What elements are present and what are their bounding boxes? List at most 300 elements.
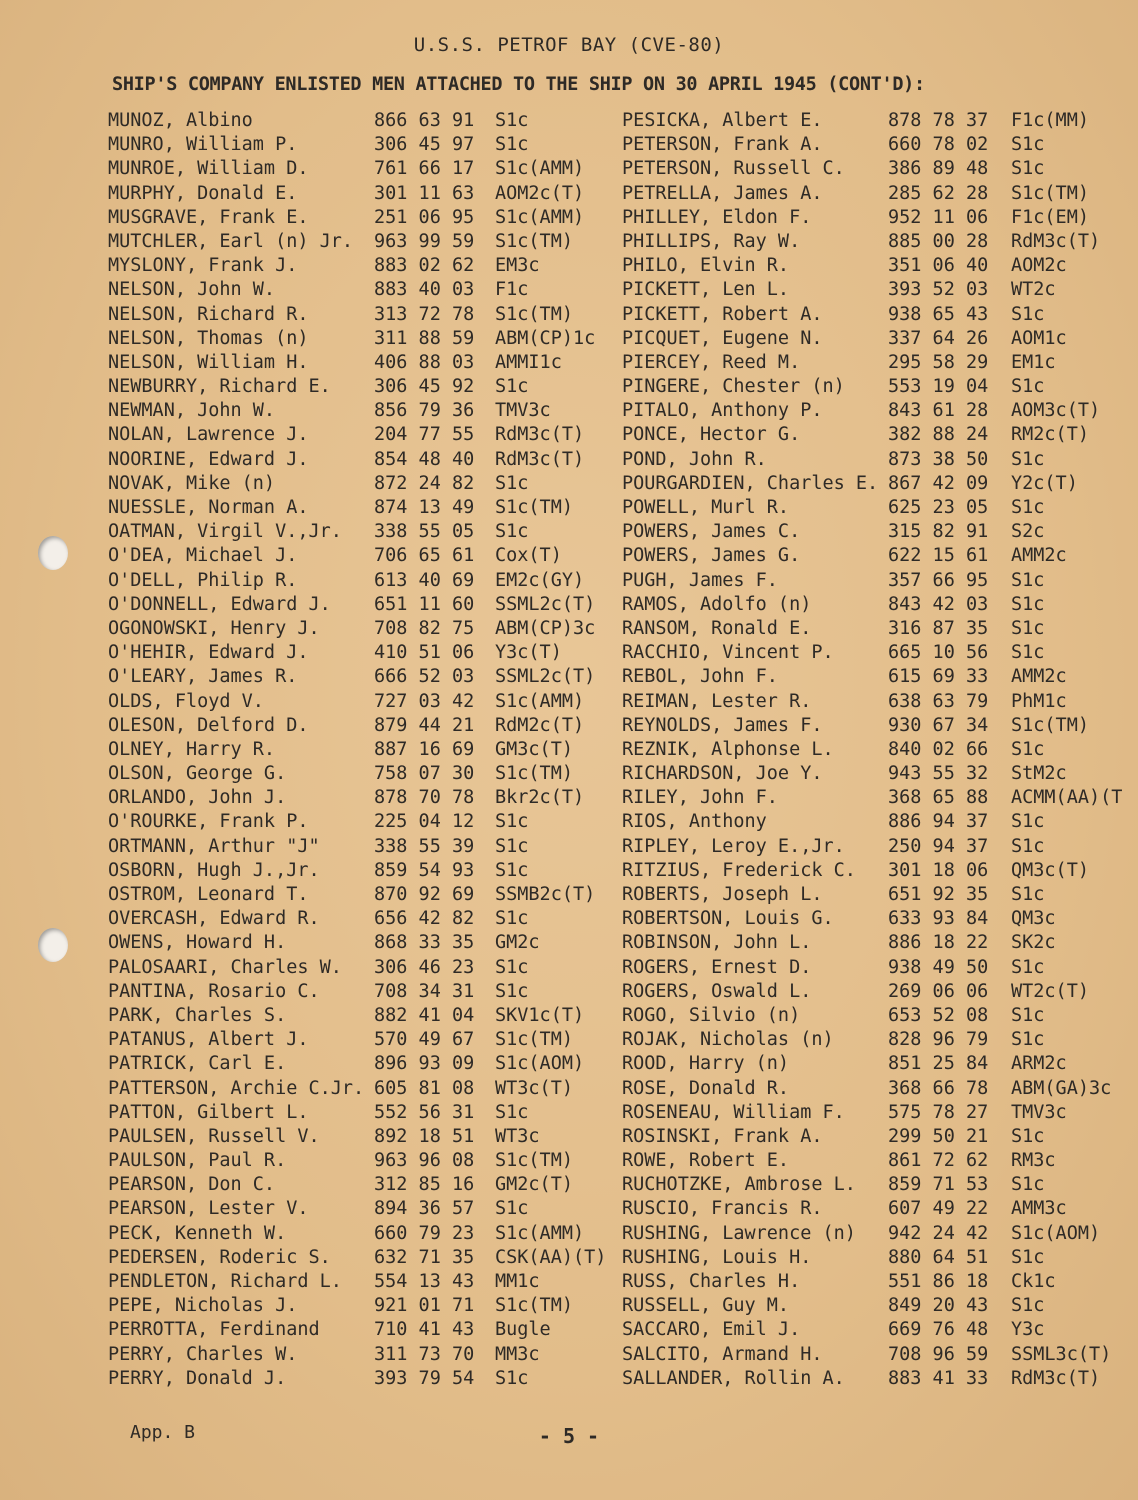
roster-row xyxy=(108,691,608,715)
sailor-name: PEPE, Nicholas J. xyxy=(108,1295,298,1317)
rate: RM3c xyxy=(1011,1150,1056,1172)
service-number: 651 92 35 xyxy=(888,884,989,905)
service-number: 872 24 82 xyxy=(374,472,475,494)
sailor-name: POND, John R. xyxy=(622,448,767,470)
rate: S1c(AMM) xyxy=(495,158,585,180)
rate: S1c(TM) xyxy=(495,763,573,785)
sailor-name: PICKETT, Len L. xyxy=(622,279,790,301)
rate: S1c xyxy=(495,835,529,857)
roster-row xyxy=(622,981,1122,1005)
rate: RdM2c(T) xyxy=(495,714,585,736)
rate: S1c xyxy=(495,134,529,156)
rate: S2c xyxy=(1011,521,1045,543)
punch-hole xyxy=(38,928,68,962)
service-number: 963 99 59 xyxy=(374,230,475,252)
sailor-name: NELSON, William H. xyxy=(108,351,309,373)
service-number: 570 49 67 xyxy=(374,1029,475,1051)
rate: Bkr2c(T) xyxy=(495,787,585,809)
rate: EM3c xyxy=(495,255,540,277)
rate: S1c xyxy=(495,1101,529,1123)
roster-row xyxy=(108,1344,608,1368)
service-number: 338 55 05 xyxy=(374,521,475,543)
sailor-name: RUSHING, Lawrence (n) xyxy=(622,1222,856,1244)
service-number: 351 06 40 xyxy=(888,255,989,277)
service-number: 285 62 28 xyxy=(888,182,989,204)
service-number: 605 81 08 xyxy=(374,1077,475,1099)
roster-row xyxy=(622,666,1122,690)
sailor-name: PETERSON, Russell C. xyxy=(622,158,845,180)
sailor-name: NEWBURRY, Richard E. xyxy=(108,376,331,398)
service-number: 886 94 37 xyxy=(888,811,989,833)
service-number: 313 72 78 xyxy=(374,303,475,325)
page-number: - 5 - xyxy=(538,1424,600,1448)
rate: MM3c xyxy=(495,1343,540,1365)
rate: AOM1c xyxy=(1011,327,1067,349)
sailor-name: SACCARO, Emil J. xyxy=(622,1319,801,1341)
roster-row xyxy=(108,183,608,207)
service-number: 943 55 32 xyxy=(888,763,989,785)
roster-row xyxy=(108,763,608,787)
rate: RdM3c(T) xyxy=(495,448,585,470)
sailor-name: NUESSLE, Norman A. xyxy=(108,497,309,518)
rate: RdM3c(T) xyxy=(495,424,585,446)
service-number: 301 18 06 xyxy=(888,859,989,881)
rate: TMV3c xyxy=(1011,1101,1067,1123)
roster-row xyxy=(108,594,608,618)
rate: QM3c(T) xyxy=(1011,859,1089,881)
rate: ABM(CP)3c xyxy=(495,617,596,639)
roster-row xyxy=(622,642,1122,666)
service-number: 204 77 55 xyxy=(374,424,475,446)
sailor-name: OLESON, Delford D. xyxy=(108,714,309,736)
service-number: 761 66 17 xyxy=(374,158,475,180)
rate: Ck1c xyxy=(1011,1271,1056,1292)
roster-row xyxy=(622,932,1122,956)
roster-row xyxy=(622,545,1122,569)
roster-left-column xyxy=(108,110,608,1392)
service-number: 887 16 69 xyxy=(374,738,475,760)
roster-row xyxy=(108,1198,608,1222)
roster-row xyxy=(622,1005,1122,1029)
rate: S1c xyxy=(1011,448,1045,470)
service-number: 883 41 33 xyxy=(888,1367,989,1389)
service-number: 867 42 09 xyxy=(888,472,989,494)
roster-row xyxy=(622,497,1122,521)
service-number: 553 19 04 xyxy=(888,376,989,398)
service-number: 727 03 42 xyxy=(374,690,475,712)
service-number: 666 52 03 xyxy=(374,666,475,688)
service-number: 633 93 84 xyxy=(888,908,989,930)
sailor-name: SALCITO, Armand H. xyxy=(622,1343,823,1365)
rate: S1c(TM) xyxy=(1011,714,1089,736)
service-number: 337 64 26 xyxy=(888,327,989,349)
rate: EM1c xyxy=(1011,351,1056,373)
roster-row xyxy=(622,110,1122,134)
sailor-name: ROOD, Harry (n) xyxy=(622,1053,790,1075)
service-number: 368 66 78 xyxy=(888,1077,989,1099)
rate: AMMI1c xyxy=(495,351,562,373)
roster-row xyxy=(622,376,1122,400)
roster-row xyxy=(108,618,608,642)
sailor-name: ROSE, Donald R. xyxy=(622,1077,790,1099)
sailor-name: OLSON, George G. xyxy=(108,763,287,785)
service-number: 552 56 31 xyxy=(374,1101,475,1123)
service-number: 607 49 22 xyxy=(888,1198,989,1220)
service-number: 660 78 02 xyxy=(888,134,989,156)
service-number: 251 06 95 xyxy=(374,206,475,228)
rate: S1c xyxy=(1011,569,1045,591)
sailor-name: RIPLEY, Leroy E.,Jr. xyxy=(622,835,845,857)
sailor-name: ORTMANN, Arthur "J" xyxy=(108,835,320,857)
service-number: 861 72 62 xyxy=(888,1150,989,1172)
sailor-name: PESICKA, Albert E. xyxy=(622,110,823,131)
rate: S1c(AMM) xyxy=(495,690,585,712)
rate: GM3c(T) xyxy=(495,738,573,760)
sailor-name: ORLANDO, John J. xyxy=(108,787,287,809)
rate: SSML2c(T) xyxy=(495,593,596,615)
roster-row xyxy=(622,1295,1122,1319)
roster-row xyxy=(108,957,608,981)
service-number: 866 63 91 xyxy=(374,110,475,131)
rate: WT3c(T) xyxy=(495,1077,573,1099)
roster-row xyxy=(622,1174,1122,1198)
service-number: 930 67 34 xyxy=(888,714,989,736)
rate: SSMB2c(T) xyxy=(495,884,596,905)
rate: RdM3c(T) xyxy=(1011,1367,1101,1389)
service-number: 311 88 59 xyxy=(374,327,475,349)
rate: S1c xyxy=(1011,642,1045,664)
rate: S1c xyxy=(1011,811,1045,833)
service-number: 632 71 35 xyxy=(374,1246,475,1268)
roster-row xyxy=(108,1295,608,1319)
roster-row xyxy=(108,1150,608,1174)
sailor-name: RILEY, John F. xyxy=(622,787,778,809)
service-number: 410 51 06 xyxy=(374,642,475,664)
roster-row xyxy=(622,908,1122,932)
sailor-name: RANSOM, Ronald E. xyxy=(622,617,812,639)
roster-row xyxy=(622,787,1122,811)
document-subtitle: SHIP'S COMPANY ENLISTED MEN ATTACHED TO THE SHIP ON 30 APRIL 1945 (CONT'D): xyxy=(112,74,925,95)
service-number: 878 70 78 xyxy=(374,787,475,809)
sailor-name: REYNOLDS, James F. xyxy=(622,714,823,736)
rate: ABM(GA)3c xyxy=(1011,1077,1112,1099)
sailor-name: PERRY, Donald J. xyxy=(108,1367,287,1389)
sailor-name: OSBORN, Hugh J.,Jr. xyxy=(108,859,320,881)
sailor-name: ROSENEAU, William F. xyxy=(622,1101,845,1123)
service-number: 883 02 62 xyxy=(374,255,475,277)
rate: S1c(AOM) xyxy=(495,1053,585,1075)
service-number: 938 65 43 xyxy=(888,303,989,325)
roster-row xyxy=(108,400,608,424)
sailor-name: REZNIK, Alphonse L. xyxy=(622,738,834,760)
sailor-name: RUSHING, Louis H. xyxy=(622,1246,812,1268)
rate: F1c(EM) xyxy=(1011,206,1089,228)
roster-row xyxy=(622,1247,1122,1271)
service-number: 250 94 37 xyxy=(888,835,989,857)
roster-row xyxy=(622,1368,1122,1392)
roster-row xyxy=(108,666,608,690)
service-number: 882 41 04 xyxy=(374,1004,475,1026)
service-number: 357 66 95 xyxy=(888,569,989,591)
roster-row xyxy=(622,255,1122,279)
rate: S1c xyxy=(1011,835,1045,857)
roster-row xyxy=(622,207,1122,231)
rate: RdM3c(T) xyxy=(1011,230,1101,252)
roster-row xyxy=(108,570,608,594)
roster-row xyxy=(108,1029,608,1053)
service-number: 575 78 27 xyxy=(888,1101,989,1123)
roster-row xyxy=(108,1078,608,1102)
sailor-name: O'ROURKE, Frank P. xyxy=(108,811,309,833)
roster-row xyxy=(622,449,1122,473)
rate: AOM2c xyxy=(1011,255,1067,277)
rate: S1c(TM) xyxy=(1011,182,1089,204)
sailor-name: POWERS, James C. xyxy=(622,521,801,543)
roster-row xyxy=(622,715,1122,739)
service-number: 393 79 54 xyxy=(374,1367,475,1389)
rate: AOM2c(T) xyxy=(495,182,585,204)
roster-row xyxy=(622,134,1122,158)
roster-row xyxy=(622,1150,1122,1174)
roster-row xyxy=(622,763,1122,787)
service-number: 828 96 79 xyxy=(888,1029,989,1051)
service-number: 885 00 28 xyxy=(888,230,989,252)
sailor-name: POWERS, James G. xyxy=(622,545,801,567)
roster-row xyxy=(622,183,1122,207)
roster-row xyxy=(622,400,1122,424)
service-number: 311 73 70 xyxy=(374,1343,475,1365)
sailor-name: MYSLONY, Frank J. xyxy=(108,255,298,277)
roster-row xyxy=(622,570,1122,594)
roster-row xyxy=(622,957,1122,981)
rate: S1c xyxy=(1011,593,1045,615)
sailor-name: ROSINSKI, Frank A. xyxy=(622,1125,823,1147)
roster-row xyxy=(622,594,1122,618)
rate: ARM2c xyxy=(1011,1053,1067,1075)
service-number: 886 18 22 xyxy=(888,932,989,954)
rate: S1c xyxy=(1011,1125,1045,1147)
roster-row xyxy=(108,1005,608,1029)
service-number: 710 41 43 xyxy=(374,1319,475,1341)
sailor-name: RITZIUS, Frederick C. xyxy=(622,859,856,881)
roster-row xyxy=(108,908,608,932)
roster-row xyxy=(622,1223,1122,1247)
service-number: 301 11 63 xyxy=(374,182,475,204)
service-number: 921 01 71 xyxy=(374,1295,475,1317)
rate: S1c xyxy=(495,859,529,881)
sailor-name: PETERSON, Frank A. xyxy=(622,134,823,156)
service-number: 708 34 31 xyxy=(374,980,475,1002)
service-number: 843 61 28 xyxy=(888,400,989,422)
rate: WT2c(T) xyxy=(1011,980,1089,1002)
rate: S1c xyxy=(495,980,529,1002)
rate: QM3c xyxy=(1011,908,1056,930)
rate: S1c xyxy=(1011,617,1045,639)
roster-row xyxy=(108,497,608,521)
roster-row xyxy=(622,158,1122,182)
roster-right-column xyxy=(622,110,1122,1392)
roster-row xyxy=(108,787,608,811)
roster-row xyxy=(622,1271,1122,1295)
rate: S1c(AMM) xyxy=(495,1222,585,1244)
rate: S1c xyxy=(495,376,529,398)
roster-row xyxy=(108,981,608,1005)
roster-row xyxy=(108,1053,608,1077)
sailor-name: O'DELL, Philip R. xyxy=(108,569,298,591)
service-number: 868 33 35 xyxy=(374,932,475,954)
service-number: 706 65 61 xyxy=(374,545,475,567)
sailor-name: RUSSELL, Guy M. xyxy=(622,1295,790,1317)
sailor-name: PATTON, Gilbert L. xyxy=(108,1101,309,1123)
roster-row xyxy=(108,207,608,231)
rate: SSML2c(T) xyxy=(495,666,596,688)
sailor-name: RACCHIO, Vincent P. xyxy=(622,642,834,664)
rate: S1c xyxy=(495,811,529,833)
rate: S1c xyxy=(1011,956,1045,978)
rate: S1c xyxy=(1011,1029,1045,1051)
roster-row xyxy=(108,1368,608,1392)
roster-row xyxy=(108,642,608,666)
roster-row xyxy=(622,1126,1122,1150)
sailor-name: NOVAK, Mike (n) xyxy=(108,472,276,494)
roster-row xyxy=(622,860,1122,884)
service-number: 758 07 30 xyxy=(374,763,475,785)
sailor-name: PUGH, James F. xyxy=(622,569,778,591)
rate: Y2c(T) xyxy=(1011,472,1078,494)
roster-row xyxy=(108,304,608,328)
rate: MM1c xyxy=(495,1271,540,1292)
roster-row xyxy=(108,352,608,376)
service-number: 843 42 03 xyxy=(888,593,989,615)
roster-row xyxy=(622,1053,1122,1077)
rate: S1c xyxy=(1011,497,1045,518)
sailor-name: PIERCEY, Reed M. xyxy=(622,351,801,373)
rate: Y3c xyxy=(1011,1319,1045,1341)
sailor-name: PAULSON, Paul R. xyxy=(108,1150,287,1172)
appendix-label: App. B xyxy=(130,1422,196,1443)
service-number: 708 96 59 xyxy=(888,1343,989,1365)
sailor-name: PATRICK, Carl E. xyxy=(108,1053,287,1075)
roster-row xyxy=(622,1078,1122,1102)
service-number: 840 02 66 xyxy=(888,738,989,760)
service-number: 382 88 24 xyxy=(888,424,989,446)
sailor-name: NOLAN, Lawrence J. xyxy=(108,424,309,446)
roster-row xyxy=(108,110,608,134)
rate: S1c xyxy=(495,956,529,978)
sailor-name: PERROTTA, Ferdinand xyxy=(108,1319,320,1341)
rate: S1c(AMM) xyxy=(495,206,585,228)
roster-row xyxy=(622,328,1122,352)
service-number: 660 79 23 xyxy=(374,1222,475,1244)
punch-hole xyxy=(38,536,68,570)
service-number: 315 82 91 xyxy=(888,521,989,543)
roster-row xyxy=(108,1102,608,1126)
sailor-name: PEARSON, Lester V. xyxy=(108,1198,309,1220)
service-number: 859 71 53 xyxy=(888,1174,989,1196)
sailor-name: MUSGRAVE, Frank E. xyxy=(108,206,309,228)
service-number: 225 04 12 xyxy=(374,811,475,833)
roster-row xyxy=(108,521,608,545)
rate: RM2c(T) xyxy=(1011,424,1089,446)
rate: S1c xyxy=(1011,1246,1045,1268)
service-number: 880 64 51 xyxy=(888,1246,989,1268)
roster-row xyxy=(622,739,1122,763)
service-number: 851 25 84 xyxy=(888,1053,989,1075)
rate: S1c(TM) xyxy=(495,1150,573,1172)
sailor-name: RIOS, Anthony xyxy=(622,811,767,833)
roster-row xyxy=(108,884,608,908)
sailor-name: PICQUET, Eugene N. xyxy=(622,327,823,349)
service-number: 653 52 08 xyxy=(888,1004,989,1026)
sailor-name: OGONOWSKI, Henry J. xyxy=(108,617,320,639)
service-number: 613 40 69 xyxy=(374,569,475,591)
rate: S1c xyxy=(495,472,529,494)
roster-row xyxy=(108,1174,608,1198)
rate: TMV3c xyxy=(495,400,551,422)
sailor-name: NELSON, John W. xyxy=(108,279,276,301)
rate: S1c(TM) xyxy=(495,1029,573,1051)
rate: EM2c(GY) xyxy=(495,569,585,591)
rate: S1c xyxy=(1011,134,1045,156)
rate: StM2c xyxy=(1011,763,1067,785)
roster-row xyxy=(622,884,1122,908)
roster-row xyxy=(108,811,608,835)
rate: WT2c xyxy=(1011,279,1056,301)
service-number: 669 76 48 xyxy=(888,1319,989,1341)
roster-row xyxy=(622,618,1122,642)
rate: S1c xyxy=(1011,1004,1045,1026)
roster-row xyxy=(108,739,608,763)
service-number: 883 40 03 xyxy=(374,279,475,301)
roster-row xyxy=(108,932,608,956)
sailor-name: RUSS, Charles H. xyxy=(622,1271,801,1292)
sailor-name: ROJAK, Nicholas (n) xyxy=(622,1029,834,1051)
rate: S1c(TM) xyxy=(495,230,573,252)
sailor-name: OATMAN, Virgil V.,Jr. xyxy=(108,521,342,543)
sailor-name: ROBERTSON, Louis G. xyxy=(622,908,834,930)
sailor-name: O'HEHIR, Edward J. xyxy=(108,642,309,664)
rate: CSK(AA)(T) xyxy=(495,1246,607,1268)
sailor-name: PEDERSEN, Roderic S. xyxy=(108,1246,331,1268)
rate: WT3c xyxy=(495,1125,540,1147)
sailor-name: OVERCASH, Edward R. xyxy=(108,908,320,930)
rate: S1c xyxy=(1011,1174,1045,1196)
sailor-name: PHILO, Elvin R. xyxy=(622,255,790,277)
sailor-name: POURGARDIEN, Charles E. xyxy=(622,472,879,494)
rate: SSML3c(T) xyxy=(1011,1343,1112,1365)
rate: SKV1c(T) xyxy=(495,1004,585,1026)
roster-row xyxy=(622,231,1122,255)
sailor-name: PARK, Charles S. xyxy=(108,1004,287,1026)
service-number: 892 18 51 xyxy=(374,1125,475,1147)
rate: S1c xyxy=(1011,738,1045,760)
roster-row xyxy=(108,424,608,448)
sailor-name: NOORINE, Edward J. xyxy=(108,448,309,470)
service-number: 554 13 43 xyxy=(374,1271,475,1292)
service-number: 316 87 35 xyxy=(888,617,989,639)
service-number: 651 11 60 xyxy=(374,593,475,615)
rate: S1c xyxy=(1011,1295,1045,1317)
sailor-name: PATTERSON, Archie C.Jr. xyxy=(108,1077,365,1099)
roster-row xyxy=(622,1102,1122,1126)
service-number: 338 55 39 xyxy=(374,835,475,857)
sailor-name: O'DEA, Michael J. xyxy=(108,545,298,567)
sailor-name: ROBERTS, Joseph L. xyxy=(622,884,823,905)
roster-row xyxy=(622,473,1122,497)
rate: Bugle xyxy=(495,1319,551,1341)
sailor-name: ROGO, Silvio (n) xyxy=(622,1004,801,1026)
rate: S1c xyxy=(1011,376,1045,398)
